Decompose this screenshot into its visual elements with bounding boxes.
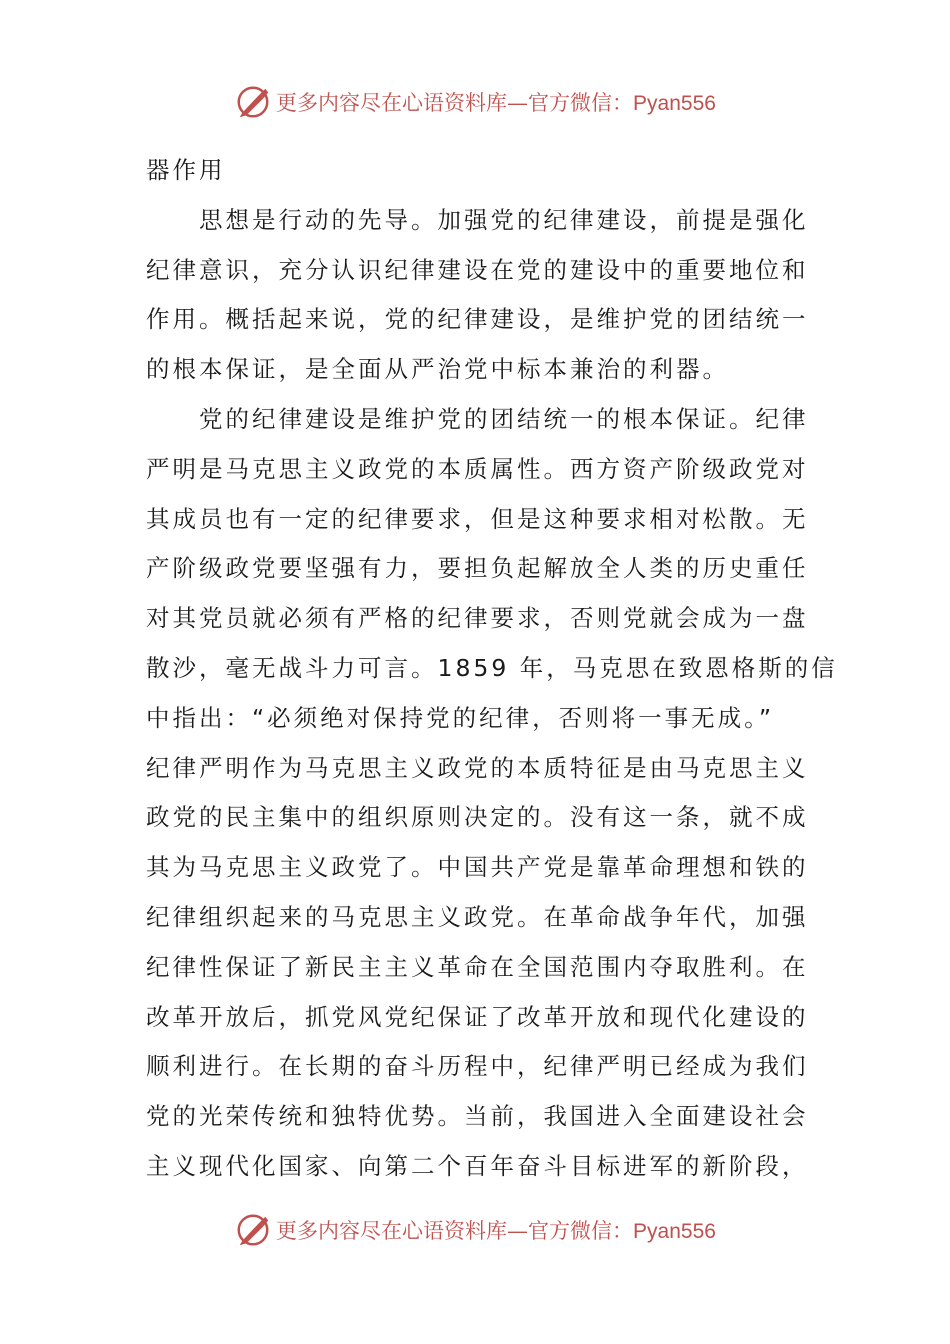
text-line: 的根本保证，是全面从严治党中标本兼治的利器。 — [146, 355, 729, 384]
footer-banner — [0, 1210, 950, 1250]
text-line: 顺利进行。在长期的奋斗历程中，纪律严明已经成为我们 — [146, 1052, 809, 1081]
text-line: 党的光荣传统和独特优势。当前，我国进入全面建设社会 — [146, 1102, 809, 1131]
text-line: 其成员也有一定的纪律要求，但是这种要求相对松散。无 — [146, 504, 809, 533]
text-line: 器作用 — [146, 156, 226, 184]
document-body — [146, 146, 838, 1192]
text-line: 主义现代化国家、向第二个百年奋斗目标进军的新阶段， — [146, 1151, 809, 1180]
pen-logo-icon — [234, 1211, 272, 1249]
header-banner — [0, 82, 950, 122]
text-line: 纪律意识，充分认识纪律建设在党的建设中的重要地位和 — [146, 255, 809, 284]
wechat-id: Pyan556 — [633, 1220, 716, 1243]
text-line: 纪律严明作为马克思主义政党的本质特征是由马克思主义 — [146, 753, 809, 782]
text-line: 中指出：“必须绝对保持党的纪律，否则将一事无成。” — [146, 703, 775, 732]
pen-logo-icon — [234, 83, 272, 121]
text-line: 作用。概括起来说，党的纪律建设，是维护党的团结统一 — [146, 305, 809, 334]
text-line: 思想是行动的先导。加强党的纪律建设，前提是强化 — [146, 205, 809, 234]
text-line: 散沙，毫无战斗力可言。1859 年，马克思在致恩格斯的信 — [146, 653, 838, 682]
text-line: 党的纪律建设是维护党的团结统一的根本保证。纪律 — [146, 404, 809, 433]
wechat-id: Pyan556 — [633, 92, 716, 115]
text-line: 改革开放后，抓党风党纪保证了改革开放和现代化建设的 — [146, 1002, 809, 1031]
text-line: 对其党员就必须有严格的纪律要求，否则党就会成为一盘 — [146, 604, 809, 633]
text-line: 纪律性保证了新民主主义革命在全国范围内夺取胜利。在 — [146, 952, 809, 981]
text-line: 严明是马克思主义政党的本质属性。西方资产阶级政党对 — [146, 454, 809, 483]
banner-text: 更多内容尽在心语资料库—官方微信：Pyan556 — [276, 91, 716, 115]
text-line: 政党的民主集中的组织原则决定的。没有这一条，就不成 — [146, 803, 809, 832]
text-line: 纪律组织起来的马克思主义政党。在革命战争年代，加强 — [146, 902, 809, 931]
banner-text: 更多内容尽在心语资料库—官方微信：Pyan556 — [276, 1219, 716, 1243]
text-line: 其为马克思主义政党了。中国共产党是靠革命理想和铁的 — [146, 853, 809, 882]
text-line: 产阶级政党要坚强有力，要担负起解放全人类的历史重任 — [146, 554, 809, 583]
